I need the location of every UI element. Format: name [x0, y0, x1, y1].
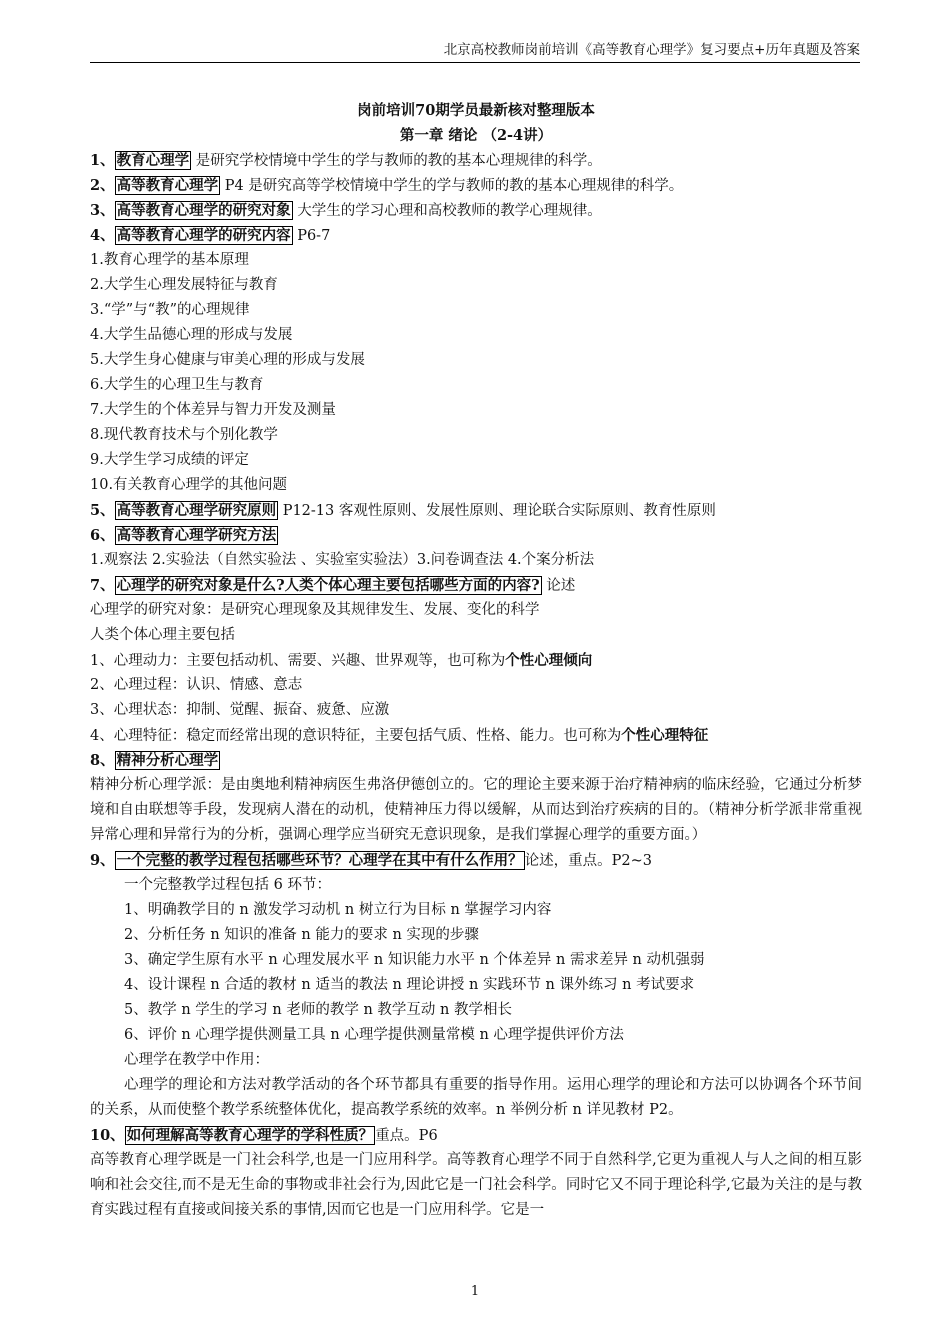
q-term: 教育心理学 [116, 152, 190, 169]
page-header: 北京高校教师岗前培训《高等教育心理学》复习要点+历年真题及答案 [90, 38, 860, 63]
list-item: 8.现代教育技术与个别化教学 [90, 427, 278, 443]
q7-item-bold: 个性心理倾向 [505, 652, 593, 669]
q7-item-text: 4、心理特征：稳定而经常出现的意识特征，主要包括气质、性格、能力。也可称为 [90, 728, 622, 744]
q6-answer: 1.观察法 2.实验法（自然实验法 、实验室实验法）3.问卷调查法 4.个案分析法 [90, 552, 595, 568]
list-item: 1、明确教学目的 n 激发学习动机 n 树立行为目标 n 掌握学习内容 [124, 902, 552, 918]
q10-answer: 高等教育心理学既是一门社会科学,也是一门应用科学。高等教育心理学不同于自然科学,它更为重视人与人之间的相互影响和社会交往,而不是无生命的事物或非社会行为,因此它是一门社会科学。同时它又不同于理论科学,它最为关注的是与教育实践过程有直接或间接关系的事情,因而它也是一门应用科学。它是一 [90, 1152, 862, 1218]
q7-answer-line: 人类个体心理主要包括 [90, 627, 235, 643]
list-item: 4、设计课程 n 合适的教材 n 适当的教法 n 理论讲授 n 实践环节 n 课外练习 n 考试要求 [124, 977, 695, 993]
question-5 [90, 498, 862, 523]
doc-title: 岗前培训70期学员最新核对整理版本 [357, 102, 595, 119]
list-item: 7.大学生的个体差异与智力开发及测量 [90, 402, 336, 418]
question-2 [90, 173, 862, 198]
q-rest: 论述 [541, 578, 576, 594]
q-term: 心理学的研究对象是什么?人类个体心理主要包括哪些方面的内容? [116, 577, 540, 594]
q-num: 4、 [90, 227, 115, 244]
q-rest: P4 是研究高等学校情境中学生的学与教师的教的基本心理规律的科学。 [220, 178, 684, 194]
q-num: 3、 [90, 202, 115, 219]
list-item: 3.“学”与“教”的心理规律 [90, 302, 250, 318]
list-item: 5、教学 n 学生的学习 n 老师的教学 n 教学互动 n 教学相长 [124, 1002, 512, 1018]
q-num: 10、 [90, 1127, 125, 1144]
question-4 [90, 223, 862, 248]
q-rest: P12-13 客观性原则、发展性原则、理论联合实际原则、教育性原则 [278, 503, 716, 519]
q-term: 一个完整的教学过程包括哪些环节？心理学在其中有什么作用？ [116, 852, 523, 869]
q8-answer: 精神分析心理学派：是由奥地利精神病医生弗洛伊德创立的。它的理论主要来源于治疗精神病的临床经验，它通过分析梦境和自由联想等手段，发现病人潜在的动机，使精神压力得以缓解，从而达到治疗疾病的目的。（精神分析学派非常重视异常心理和异常行为的分析，强调心理学应当研究无意识现象，是我们掌握心理学的重要方面。） [90, 777, 862, 843]
q9-intro: 一个完整教学过程包括 6 环节： [124, 877, 331, 893]
q-rest: 大学生的学习心理和高校教师的教学心理规律。 [292, 203, 602, 219]
q-rest: 是研究学校情境中学生的学与教师的教的基本心理规律的科学。 [191, 153, 602, 169]
question-8 [90, 748, 862, 773]
list-item: 3、确定学生原有水平 n 心理发展水平 n 知识能力水平 n 个体差异 n 需求差异 n 动机强弱 [124, 952, 705, 968]
q-num: 1、 [90, 152, 115, 169]
list-item: 10.有关教育心理学的其他问题 [90, 477, 288, 493]
q7-item [90, 723, 862, 748]
q-rest: P6-7 [292, 228, 331, 244]
q-term: 高等教育心理学 [116, 177, 219, 194]
q7-item: 2、心理过程：认识、情感、意志 [90, 677, 303, 693]
list-item: 9.大学生学习成绩的评定 [90, 452, 249, 468]
q-term: 高等教育心理学的研究对象 [116, 202, 291, 219]
q9-role-title: 心理学在教学中作用： [124, 1052, 269, 1068]
q7-item [90, 648, 862, 673]
q-num: 9、 [90, 852, 115, 869]
q7-item: 3、心理状态：抑制、觉醒、振奋、疲惫、应激 [90, 702, 390, 718]
q-num: 8、 [90, 752, 115, 769]
q-rest: 论述，重点。P2~3 [524, 853, 652, 869]
q-num: 2、 [90, 177, 115, 194]
question-6 [90, 523, 862, 548]
list-item: 2、分析任务 n 知识的准备 n 能力的要求 n 实现的步骤 [124, 927, 479, 943]
q-num: 5、 [90, 502, 115, 519]
question-10 [90, 1123, 862, 1148]
q7-item-text: 1、心理动力：主要包括动机、需要、兴趣、世界观等，也可称为 [90, 653, 506, 669]
chapter-title: 第一章 绪论 （2-4讲） [399, 127, 553, 144]
question-1 [90, 148, 862, 173]
q-term: 高等教育心理学的研究内容 [116, 227, 291, 244]
q-term: 精神分析心理学 [116, 752, 219, 769]
q-num: 6、 [90, 527, 115, 544]
q9-role-text: 心理学的理论和方法对教学活动的各个环节都具有重要的指导作用。运用心理学的理论和方法可以协调各个环节间的关系，从而使整个教学系统整体优化，提高教学系统的效率。n 举例分析 n 详见教材 P2。 [90, 1077, 862, 1118]
list-item: 2.大学生心理发展特征与教育 [90, 277, 278, 293]
q-term: 如何理解高等教育心理学的学科性质？ [126, 1127, 374, 1144]
q-num: 7、 [90, 577, 115, 594]
q-term: 高等教育心理学研究原则 [116, 502, 277, 519]
question-7 [90, 573, 862, 598]
list-item: 5.大学生身心健康与审美心理的形成与发展 [90, 352, 365, 368]
page-number: 1 [470, 1284, 480, 1299]
question-9 [90, 848, 862, 873]
q-term: 高等教育心理学研究方法 [116, 527, 277, 544]
document-body [90, 98, 862, 1223]
list-item: 6.大学生的心理卫生与教育 [90, 377, 264, 393]
q7-answer-line: 心理学的研究对象：是研究心理现象及其规律发生、发展、变化的科学 [90, 602, 540, 618]
list-item: 4.大学生品德心理的形成与发展 [90, 327, 293, 343]
question-3 [90, 198, 862, 223]
list-item: 6、评价 n 心理学提供测量工具 n 心理学提供测量常模 n 心理学提供评价方法 [124, 1027, 624, 1043]
q-rest: 重点。P6 [375, 1128, 438, 1144]
q7-item-bold: 个性心理特征 [621, 727, 709, 744]
list-item: 1.教育心理学的基本原理 [90, 252, 249, 268]
